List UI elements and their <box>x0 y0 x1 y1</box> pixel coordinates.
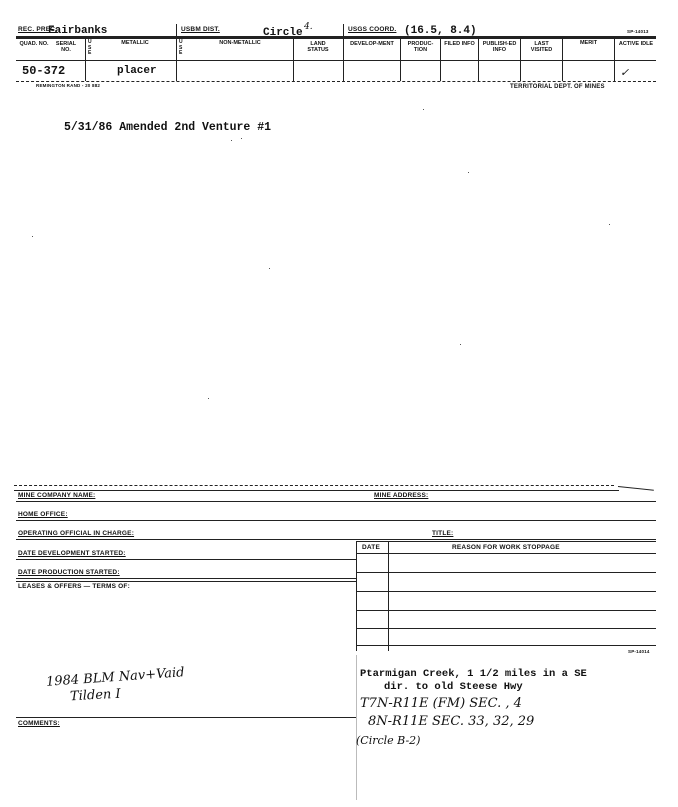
handwritten-bid-name: Tilden I <box>69 686 122 705</box>
rec-prec-label: REC. PREC. <box>18 26 58 33</box>
scan-speck <box>269 268 270 269</box>
non-metallic-label: NON-METALLIC <box>219 40 261 46</box>
header-divider <box>562 38 563 81</box>
mine-address-label: MINE ADDRESS: <box>374 492 429 499</box>
quad-no-label: QUAD. NO. <box>19 41 49 47</box>
merit-label: MERIT <box>579 40 598 46</box>
location-typed-line2: dir. to old Steese Hwy <box>384 681 523 693</box>
handwritten-bid-note: 1984 BLM Nav+Vaid <box>45 665 185 690</box>
date-prod-line-2 <box>16 581 356 582</box>
lower-form-top-rule-2 <box>14 490 619 491</box>
filed-info-label: FILED INFO <box>444 41 475 47</box>
scan-speck <box>609 224 610 225</box>
header-divider <box>440 38 441 81</box>
header-rule-mid <box>16 38 656 39</box>
comments-divider <box>356 655 357 800</box>
handwritten-township-1: T7N-R11E (FM) SEC. , 4 <box>360 696 522 711</box>
comments-label: COMMENTS: <box>18 720 60 727</box>
header-rule-row <box>16 60 656 61</box>
use-label-metallic: U S E <box>88 39 92 56</box>
operating-official-label: OPERATING OFFICIAL IN CHARGE: <box>18 530 135 537</box>
metallic-label: METALLIC <box>121 40 149 46</box>
amendment-note: 5/31/86 Amended 2nd Venture #1 <box>64 121 272 134</box>
title-label: TITLE: <box>432 530 454 537</box>
scan-speck <box>231 140 232 141</box>
scan-speck <box>460 344 461 345</box>
comments-line <box>16 717 356 718</box>
department-label: TERRITORIAL DEPT. OF MINES <box>510 84 605 90</box>
mine-company-name-label: MINE COMPANY NAME: <box>18 492 96 499</box>
stoppage-row-line <box>356 645 656 646</box>
date-prod-started-label: DATE PRODUCTION STARTED: <box>18 569 120 576</box>
header-divider <box>176 24 177 81</box>
handwritten-quad-ref: (Circle B-2) <box>356 734 421 747</box>
stoppage-date-divider <box>388 541 389 651</box>
operating-official-line <box>16 539 656 540</box>
active-idle-mark: ✓ <box>620 66 630 79</box>
home-office-line <box>16 520 656 521</box>
stoppage-top-line <box>356 541 656 542</box>
stoppage-header-line <box>356 553 656 554</box>
usgs-coord-label: USGS COORD. <box>348 26 397 33</box>
lower-form-right-stroke <box>618 486 654 491</box>
usbm-dist-value: Circle <box>263 27 303 39</box>
scan-speck <box>241 138 242 139</box>
development-label: DEVELOP-MENT <box>350 41 394 47</box>
stoppage-row-line <box>356 572 656 573</box>
mine-company-line <box>16 501 656 502</box>
scan-speck <box>423 109 424 110</box>
header-rule-bottom <box>16 81 656 82</box>
header-divider <box>614 38 615 81</box>
stoppage-reason-header: REASON FOR WORK STOPPAGE <box>452 544 560 551</box>
form-number-bottom: SP-14014 <box>628 649 650 654</box>
header-divider <box>343 24 344 81</box>
usbm-dist-label: USBM DIST. <box>181 26 220 33</box>
header-divider <box>400 38 401 81</box>
printer-label: REMINGTON RAND - 20 <box>36 83 91 88</box>
header-divider <box>520 38 521 81</box>
metallic-value: placer <box>117 65 157 77</box>
published-info-label: PUBLISH-ED INFO <box>482 41 517 53</box>
date-prod-line <box>16 578 356 579</box>
quad-serial-value: 50-372 <box>22 64 66 78</box>
stoppage-row-line <box>356 610 656 611</box>
printer-code: 882 <box>92 83 101 88</box>
usbm-dist-superscript: 4. <box>304 22 313 32</box>
stoppage-date-header: DATE <box>362 544 381 551</box>
header-divider <box>293 38 294 81</box>
leases-label: LEASES & OFFERS — TERMS OF: <box>18 583 130 590</box>
scan-speck <box>32 236 33 237</box>
active-idle-label: ACTIVE IDLE <box>618 41 654 47</box>
home-office-label: HOME OFFICE: <box>18 511 68 518</box>
scan-speck <box>468 172 469 173</box>
serial-no-label: SERIAL NO. <box>55 41 77 53</box>
stoppage-row-line <box>356 591 656 592</box>
production-label: PRODUC-TION <box>407 41 434 53</box>
land-status-label: LAND STATUS <box>307 41 329 53</box>
usgs-coord-value: (16.5, 8.4) <box>404 25 477 37</box>
location-typed-line1: Ptarmigan Creek, 1 1/2 miles in a SE <box>360 668 587 680</box>
form-number-top: SP-14013 <box>627 29 649 34</box>
last-visited-label: LAST VISITED <box>530 41 553 53</box>
date-dev-line <box>16 559 356 560</box>
use-label-non-metallic: U S E <box>179 39 183 56</box>
header-divider <box>478 38 479 81</box>
lower-form-top-rule <box>14 485 614 486</box>
handwritten-township-2: 8N-R11E SEC. 33, 32, 29 <box>368 714 535 729</box>
stoppage-row-line <box>356 628 656 629</box>
date-dev-started-label: DATE DEVELOPMENT STARTED: <box>18 550 126 557</box>
header-divider <box>85 38 86 81</box>
scan-speck <box>208 398 209 399</box>
stoppage-left-border <box>356 541 357 651</box>
rec-prec-value: Fairbanks <box>48 25 108 37</box>
